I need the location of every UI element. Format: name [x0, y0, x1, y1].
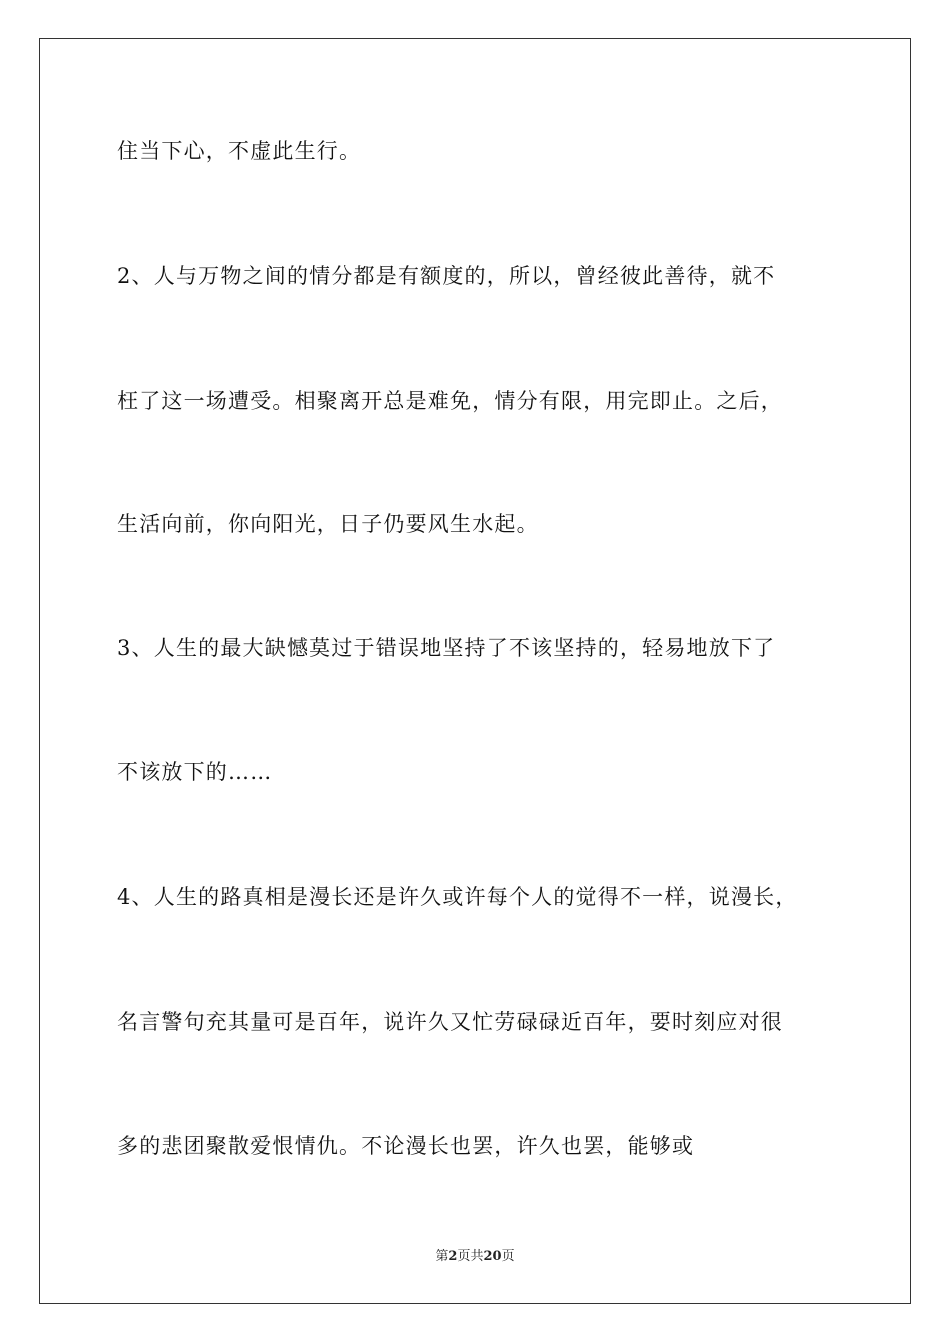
total-suffix: 页: [501, 1249, 515, 1264]
body-line-7: 4、人生的路真相是漫长还是许久或许每个人的觉得不一样，说漫长，: [117, 885, 798, 909]
body-line-8: 名言警句充其量可是百年，说许久又忙劳碌碌近百年，要时刻应对很: [117, 1010, 783, 1034]
body-line-6: 不该放下的……: [117, 760, 273, 784]
body-line-3: 枉了这一场遭受。相聚离开总是难免，情分有限，用完即止。之后，: [117, 389, 783, 413]
body-line-4: 生活向前，你向阳光，日子仍要风生水起。: [117, 512, 539, 536]
body-line-9: 多的悲团聚散爱恨情仇。不论漫长也罢，许久也罢，能够或: [117, 1134, 695, 1158]
page-suffix: 页: [457, 1249, 471, 1264]
page-footer: [0, 1248, 950, 1266]
page-number: 2: [448, 1249, 458, 1264]
total-pages: 20: [483, 1249, 502, 1264]
body-line-5: 3、人生的最大缺憾莫过于错误地坚持了不该坚持的，轻易地放下了: [117, 636, 776, 660]
total-prefix: 共: [470, 1249, 484, 1264]
body-line-2: 2、人与万物之间的情分都是有额度的，所以，曾经彼此善待，就不: [117, 264, 776, 288]
page-prefix: 第: [435, 1249, 449, 1264]
page-border: [39, 38, 911, 1304]
body-line-1: 住当下心，不虚此生行。: [117, 139, 362, 163]
